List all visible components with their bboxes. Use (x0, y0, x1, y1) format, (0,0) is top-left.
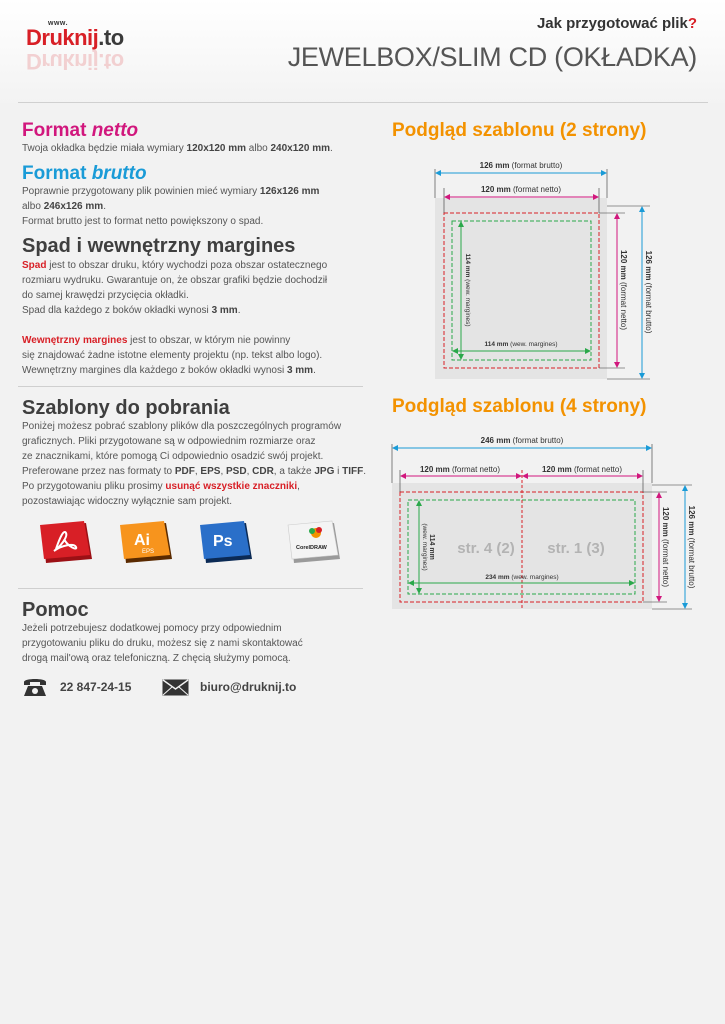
logo-www: www. (48, 20, 69, 27)
netto-height-label: 120 mm (format netto) (619, 249, 628, 331)
brutto-height-label: 126 mm (format brutto) (644, 250, 653, 334)
netto-width-label: 120 mm (format netto) (480, 185, 562, 194)
spad-heading: Spad i wewnętrzny margines (22, 235, 296, 257)
netto-height-label: 120 mm (format netto) (661, 506, 670, 588)
photoshop-file-icon[interactable] (198, 519, 254, 567)
ps-label: Ps (213, 533, 233, 550)
email-address[interactable]: biuro@druknij.to (200, 680, 297, 694)
logo-wordmark: Druknij.to (26, 25, 124, 50)
phone-icon (22, 676, 48, 698)
page-header (0, 0, 725, 103)
pomoc-heading: Pomoc (22, 599, 89, 621)
brutto-width-label: 126 mm (format brutto) (479, 161, 563, 170)
envelope-icon (162, 679, 189, 696)
pomoc-text: Jeżeli potrzebujesz dodatkowej pomocy przy odpowiednim przygotowaniu pliku do druku, możesz się z nami skontaktować drogą mail'ową oraz telefoniczną. Z chęcią służymy pomocą. (22, 623, 303, 664)
format-brutto-heading: Format brutto (22, 163, 147, 184)
szablony-heading: Szablony do pobrania (22, 397, 230, 419)
pdf-file-icon[interactable] (38, 519, 94, 567)
page-1-label: str. 1 (3) (547, 540, 605, 557)
illustrator-file-icon[interactable] (118, 519, 174, 567)
margin-height-label: 114 mm (wew. margines) (464, 253, 471, 327)
netto-left-label: 120 mm (format netto) (419, 465, 501, 474)
section-divider (18, 386, 363, 387)
netto-right-label: 120 mm (format netto) (541, 465, 623, 474)
page-4-label: str. 4 (2) (457, 540, 515, 557)
format-netto-text: Twoja okładka będzie miała wymiary 120x120 mm albo 240x120 mm. (22, 143, 333, 154)
eps-label: EPS (142, 549, 155, 555)
margin-height-note: (wew. margines) (421, 523, 428, 571)
logo-reflection: Druknij.to (26, 49, 124, 74)
spad-text: Spad jest to obszar druku, który wychodzi poza obszar ostatecznego rozmiaru wydruku. Gwarantuje on, że obszar grafiki będzie dochodził do samej krawędzi przycięcia okładki. Spad dla każdego z boków okładki wynosi 3 mm. Wewnętrzny margines jest to obszar, w którym nie powinny się znajdować żadne istotne elementy projektu (np. tekst albo logo). Wewnętrzny margines dla każdego z boków okładki wynosi 3 mm. (22, 260, 328, 376)
template-4-pages-diagram (380, 430, 725, 615)
coreldraw-file-icon[interactable] (286, 519, 342, 567)
ai-label: Ai (134, 532, 150, 549)
format-brutto-text: Poprawnie przygotowany plik powinien mieć wymiary 126x126 mm albo 246x126 mm. Format brutto jest to format netto powiększony o spad. (22, 186, 320, 227)
header-question: Jak przygotować plik? (536, 15, 697, 32)
szablony-text: Poniżej możesz pobrać szablony plików dla poszczególnych programów graficznych. Pliki przygotowane są w odpowiednim rozmiarze oraz ze znacznikami, które pomogą Ci odpowiednio osadzić swój projekt. Preferowane przez nas formaty to PDF, EPS, PSD, CDR, a także JPG i TIFF. Po przygotowaniu pliku prosimy usunąć wszystkie znaczniki, pozostawiając widoczny wyłącznie sam projekt. (22, 421, 367, 507)
margin-width-label: 114 mm (wew. margines) (484, 341, 558, 348)
preview-4-heading: Podgląd szablonu (4 strony) (392, 396, 647, 417)
coreldraw-label: CorelDRAW (296, 545, 327, 551)
section-divider (18, 588, 363, 589)
margin-height-value: 114 mm (428, 534, 435, 560)
header-divider (18, 102, 708, 103)
page-title: JEWELBOX/SLIM CD (OKŁADKA) (287, 42, 697, 72)
preview-2-heading: Podgląd szablonu (2 strony) (392, 120, 647, 141)
margin-width-label: 234 mm (wew. margines) (485, 574, 559, 581)
format-netto-heading: Format netto (22, 120, 139, 141)
template-2-pages-diagram (380, 150, 670, 385)
phone-number[interactable]: 22 847-24-15 (60, 680, 132, 694)
brutto-height-label: 126 mm (format brutto) (687, 505, 696, 589)
brutto-width-label: 246 mm (format brutto) (480, 436, 564, 445)
